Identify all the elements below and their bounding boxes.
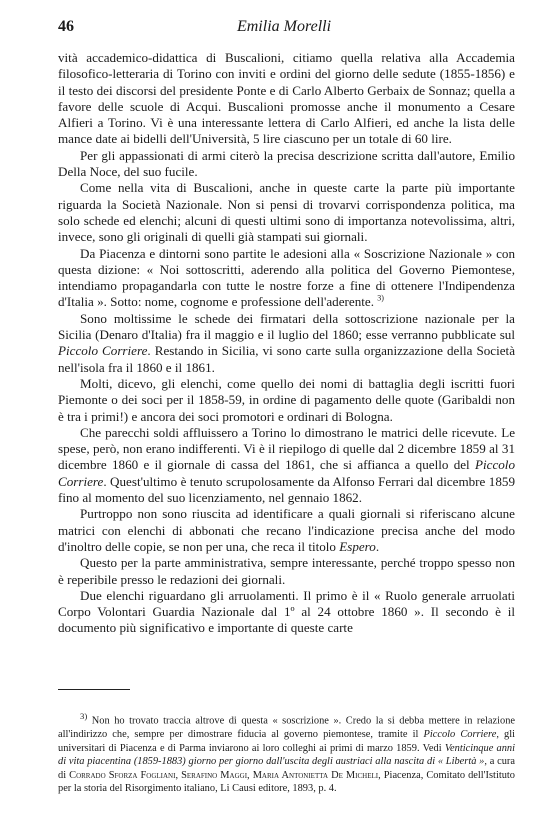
footnote-italic-2: Venticinque anni di vita piacentina (1859-1883) giorno per giorno dall'uscita degli austriaci alla nascita di « Libertà » — [58, 742, 515, 768]
paragraph-5-text-a: Sono moltissime le schede dei firmatari della sottoscrizione nazionale per la Sicilia (Denaro d'Italia) fra il maggio e il luglio del 1860; esse verranno pubblicate sul — [58, 310, 515, 343]
paragraph-5-text-b: . Restando in Sicilia, vi sono carte sulla organizzazione della Società nell'isola fra il 1860 e il 1861. — [58, 343, 516, 375]
paragraph-8 — [58, 506, 515, 555]
paragraph-5 — [58, 311, 515, 376]
page-header — [58, 16, 510, 42]
footnote-text-3: , a cura di — [58, 756, 515, 781]
newspaper-title: Piccolo Corriere — [58, 343, 148, 359]
page-number: 46 — [58, 18, 74, 35]
body-text — [58, 50, 515, 637]
paragraph-2: Per gli appassionati di armi citerò la precisa descrizione scritta dall'autore, Emilio Della Noce, del suo fucile. — [58, 147, 515, 180]
footnote-paragraph — [58, 710, 515, 796]
paragraph-10: Due elenchi riguardano gli arruolamenti. Il primo è il « Ruolo generale arruolati Corpo Volontari Guardia Nazionale dal 1º al 24 ottobre 1860 ». Il secondo è il documento più significativo e importante di queste carte — [58, 587, 515, 636]
paragraph-7 — [58, 425, 515, 506]
newspaper-title: Piccolo Corriere — [58, 457, 515, 489]
running-head: Emilia Morelli — [236, 18, 332, 35]
newspaper-title: Espero — [339, 538, 376, 554]
paragraph-7-text-a: Che parecchi soldi affluissero a Torino lo dimostrano le matrici delle ricevute. Le spese, però, non erano indifferenti. Vi è il riepilogo di quelle dal 2 dicembre 1859 al 31 dicembre 1860 e il giornale di cassa del 1861, che si affianca a quello del — [58, 424, 515, 473]
paragraph-1: vità accademico-didattica di Buscalioni, citiamo quella relativa alla Accademia filosofico-letteraria di Torino con inviti e ordini del giorno delle sedute (1855-1856) e il testo dei discorsi del presidente Ponte e di Carlo Alberto Gerbaix de Sonnaz; quella a favore delle scuole di Acqui. Buscalioni promosse anche il monumento a Cesare Alfieri a Torino. Vi è una interessante lettera di Carlo Alfieri, ed anche la lista delle mance date ai bidelli dell'Università, 5 lire ciascuno per un totale di 60 lire. — [58, 50, 515, 147]
footnote-reference[interactable]: 3) — [377, 294, 384, 304]
footnote-text-2: , gli universitari di Piacenza e di Parma inviarono ai loro colleghi ai primi di marzo 1859. Vedi — [58, 729, 515, 754]
paragraph-4 — [58, 246, 515, 311]
footnote — [58, 710, 515, 796]
paragraph-3: Come nella vita di Buscalioni, anche in queste carte la parte più importante riguarda la Società Nazionale. Non si pensi di trovarvi corrispondenza politica, ma solo schede ed elenchi; alcuni di questi ultimi sono di importanza notevolissima, altri, invece, sono gli originali di quelli già stampati sui giornali. — [58, 180, 515, 245]
paragraph-7-text-b: . Quest'ultimo è tenuto scrupolosamente da Alfonso Ferrari dal dicembre 1859 fino al momento del suo licenziamento, nel gennaio 1862. — [58, 473, 515, 506]
footnote-italic-1: Piccolo Corriere — [423, 729, 497, 741]
footnote-text-4: , Piacenza, Comitato dell'Istituto per la storia del Risorgimento italiano, Li Causi editore, 1893, p. 4. — [58, 769, 515, 795]
footnote-mark: 3) — [80, 711, 88, 721]
paragraph-4-text: Da Piacenza e dintorni sono partite le adesioni alla « Soscrizione Nazionale » con questa dizione: « Noi sottoscritti, aderendo alla politica del Governo Piemontese, intendiamo propagandarla con tutte le nostre forze a fine di ottenere l'Indipendenza d'Italia ». Sotto: nome, cognome e professione dell'aderente. — [58, 245, 515, 310]
paragraph-8-text-b: . — [375, 538, 380, 554]
footnote-text-1: Non ho trovato traccia altrove di questa « soscrizione ». Credo la si debba mettere in relazione all'indirizzo che, sempre per dimostrare fiducia al governo piemontese, tramite il — [58, 715, 515, 741]
paragraph-9: Questo per la parte amministrativa, sempre interessante, perché troppo spesso non è reperibile presso le redazioni dei giornali. — [58, 555, 515, 587]
paragraph-6: Molti, dicevo, gli elenchi, come quello dei nomi di battaglia degli iscritti fuori Piemonte o dei soci per il 1858-59, in ordine di pagamento delle quote (Garibaldi non è tra i primi!) e ancora dei soci promotori e ordinari di Bologna. — [58, 375, 515, 424]
footnote-authors: Corrado Sforza Fogliani, Serafino Maggi, Maria Antonietta De Micheli — [69, 769, 379, 781]
footnote-divider — [58, 689, 130, 690]
paragraph-8-text-a: Purtroppo non sono riuscita ad identificare a quali giornali si riferiscano alcune matrici con elenchi di abbonati che recano l'indicazione precisa anche del modo d'inoltro delle copie, se non per una, che reca il titolo — [58, 506, 515, 554]
